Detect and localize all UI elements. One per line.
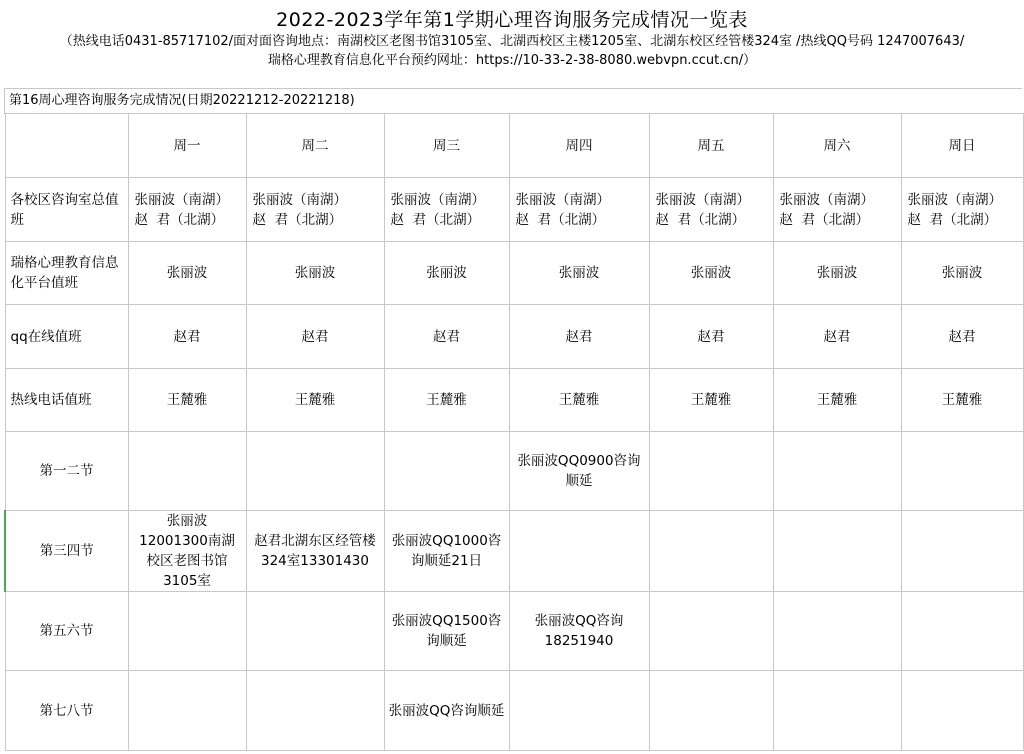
- duty-row: [5, 369, 1023, 432]
- duty-cell: 赵君: [773, 305, 901, 369]
- duty-cell: 张丽波: [384, 242, 509, 305]
- duty-cell: 张丽波: [649, 242, 773, 305]
- duty-cell: 王麓雅: [246, 369, 384, 432]
- duty-cell: 王麓雅: [509, 369, 649, 432]
- empty-cell: [649, 671, 773, 751]
- empty-cell: [649, 592, 773, 671]
- empty-cell: [246, 671, 384, 751]
- header-row: [5, 114, 1023, 178]
- contact-line-1: （热线电话0431-85717102/面对面咨询地点：南湖校区老图书馆3105室、北湖西校区主楼1205室、北湖东校区经管楼324室 /热线QQ号码 1247007643/: [59, 34, 965, 49]
- consult-entry: 张丽波QQ0900咨询顺延: [509, 432, 649, 511]
- duty-cell: 王麓雅: [649, 369, 773, 432]
- row-label: 第五六节: [5, 592, 128, 671]
- duty-cell: 张丽波（南湖） 赵 君（北湖）: [384, 178, 509, 242]
- week-label: 第16周心理咨询服务完成情况(日期20221212-20221218): [4, 88, 1022, 114]
- day-header-4: 周四: [509, 114, 649, 178]
- empty-cell: [246, 592, 384, 671]
- consult-entry: 张丽波QQ咨询顺延: [384, 671, 509, 751]
- empty-cell: [128, 592, 246, 671]
- duty-row: [5, 242, 1023, 305]
- day-header-1: 周一: [128, 114, 246, 178]
- duty-cell: 张丽波: [901, 242, 1023, 305]
- empty-cell: [384, 432, 509, 511]
- contact-line-2: 瑞格心理教育信息化平台预约网址：https://10-33-2-38-8080.webvpn.ccut.cn/）: [267, 53, 757, 68]
- duty-cell: 赵君: [649, 305, 773, 369]
- session-row: [5, 592, 1023, 671]
- day-header-2: 周二: [246, 114, 384, 178]
- row-label: 第一二节: [5, 432, 128, 511]
- session-row: [5, 671, 1023, 751]
- empty-cell: [901, 671, 1023, 751]
- empty-cell: [901, 592, 1023, 671]
- page-title: 2022-2023学年第1学期心理咨询服务完成情况一览表: [276, 9, 748, 31]
- empty-cell: [649, 511, 773, 592]
- duty-cell: 赵君: [901, 305, 1023, 369]
- empty-cell: [649, 432, 773, 511]
- duty-cell: 王麓雅: [901, 369, 1023, 432]
- duty-cell: 张丽波（南湖） 赵 君（北湖）: [128, 178, 246, 242]
- consult-entry: 张丽波QQ咨询18251940: [509, 592, 649, 671]
- duty-row: [5, 178, 1023, 242]
- empty-cell: [509, 511, 649, 592]
- duty-cell: 赵君: [509, 305, 649, 369]
- empty-cell: [773, 671, 901, 751]
- schedule-table: [4, 113, 1024, 751]
- duty-cell: 张丽波（南湖） 赵 君（北湖）: [509, 178, 649, 242]
- duty-cell: 王麓雅: [384, 369, 509, 432]
- empty-cell: [509, 671, 649, 751]
- duty-cell: 张丽波: [509, 242, 649, 305]
- consult-entry: 张丽波QQ1000咨询顺延21日: [384, 511, 509, 592]
- row-label: qq在线值班: [5, 305, 128, 369]
- day-header-7: 周日: [901, 114, 1023, 178]
- row-label: 第七八节: [5, 671, 128, 751]
- duty-cell: 王麓雅: [128, 369, 246, 432]
- empty-cell: [773, 432, 901, 511]
- corner-cell: [5, 114, 128, 178]
- empty-cell: [901, 511, 1023, 592]
- row-label: 各校区咨询室总值班: [5, 178, 128, 242]
- empty-cell: [246, 432, 384, 511]
- duty-cell: 张丽波: [773, 242, 901, 305]
- consult-entry: 张丽波12001300南湖校区老图书馆3105室: [128, 511, 246, 592]
- row-label: 热线电话值班: [5, 369, 128, 432]
- duty-cell: 张丽波（南湖） 赵 君（北湖）: [901, 178, 1023, 242]
- duty-row: [5, 305, 1023, 369]
- duty-cell: 赵君: [128, 305, 246, 369]
- duty-cell: 张丽波（南湖） 赵 君（北湖）: [773, 178, 901, 242]
- day-header-6: 周六: [773, 114, 901, 178]
- day-header-5: 周五: [649, 114, 773, 178]
- session-row: [5, 511, 1023, 592]
- row-label: 瑞格心理教育信息化平台值班: [5, 242, 128, 305]
- empty-cell: [128, 671, 246, 751]
- day-header-3: 周三: [384, 114, 509, 178]
- session-row: [5, 432, 1023, 511]
- empty-cell: [773, 592, 901, 671]
- header: [0, 0, 1024, 70]
- duty-cell: 张丽波: [128, 242, 246, 305]
- duty-cell: 张丽波（南湖） 赵 君（北湖）: [246, 178, 384, 242]
- duty-cell: 张丽波（南湖） 赵 君（北湖）: [649, 178, 773, 242]
- empty-cell: [901, 432, 1023, 511]
- empty-cell: [128, 432, 246, 511]
- consult-entry: 张丽波QQ1500咨询顺延: [384, 592, 509, 671]
- duty-cell: 张丽波: [246, 242, 384, 305]
- duty-cell: 赵君: [384, 305, 509, 369]
- duty-cell: 王麓雅: [773, 369, 901, 432]
- row-label: 第三四节: [5, 511, 128, 592]
- consult-entry: 赵君北湖东区经管楼324室13301430: [246, 511, 384, 592]
- duty-cell: 赵君: [246, 305, 384, 369]
- empty-cell: [773, 511, 901, 592]
